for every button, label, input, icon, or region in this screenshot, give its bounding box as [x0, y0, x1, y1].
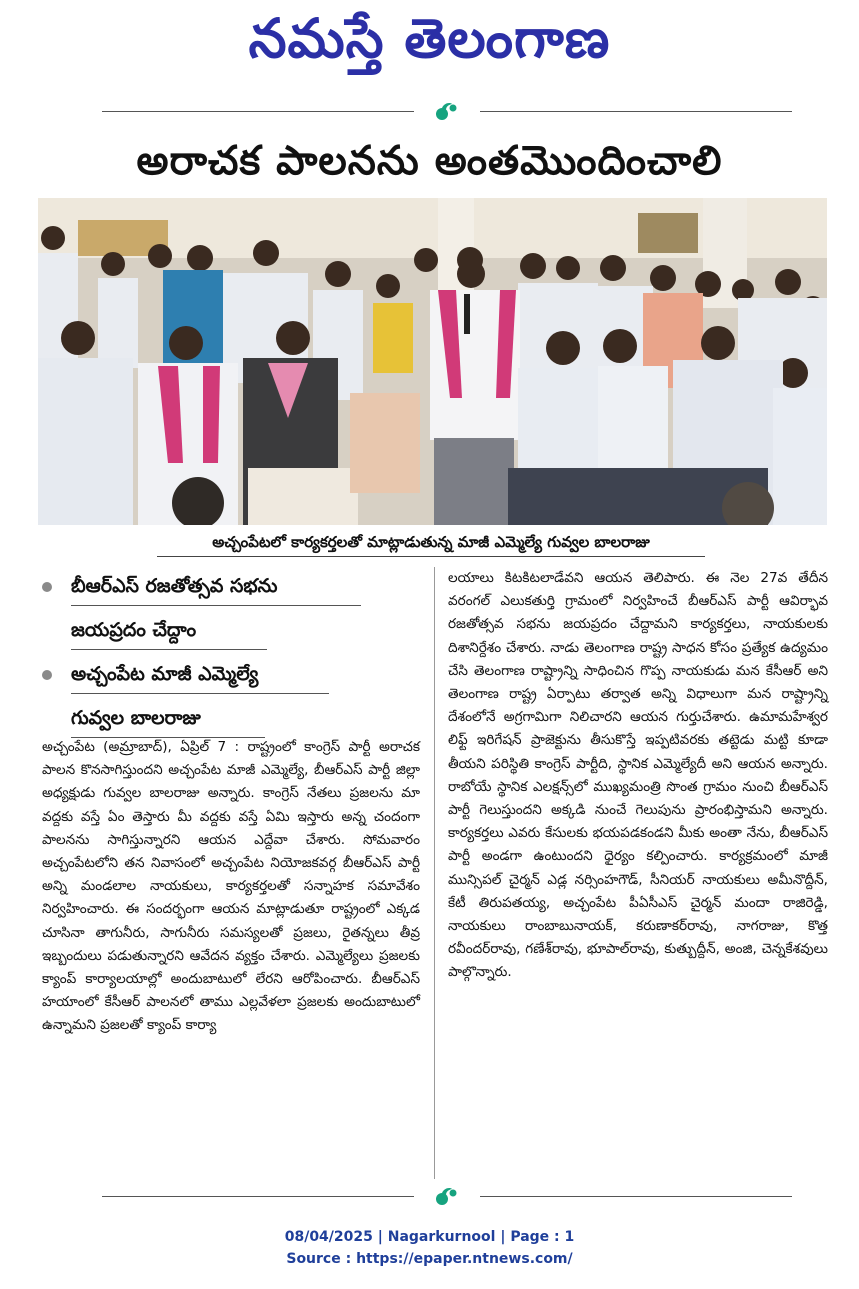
quote-leaf-icon — [434, 1187, 460, 1207]
bullet-underline — [71, 605, 361, 606]
bullet-line: అచ్చంపేట మాజీ ఎమ్మెల్యే — [71, 663, 259, 685]
highlight-bullet — [38, 658, 433, 738]
bottom-ornament-rule — [102, 1187, 792, 1207]
bullet-underline — [71, 649, 267, 650]
photo-caption: అచ్చంపేటలో కార్యకర్తలతో మాట్లాడుతున్న మాజీ ఎమ్మెల్యే గువ్వల బాలరాజు — [157, 528, 705, 557]
footer-source-link[interactable]: Source : https://epaper.ntnews.com/ — [286, 1251, 573, 1267]
article-column-right: లయాలు కిటకిటలాడేవని ఆయన తెలిపారు. ఈ నెల 27వ తేదీన వరంగల్ ఎలుకతుర్తి గ్రామంలో నిర్వహించే బీఆర్‌ఎస్ పార్టీ ఆవిర్భావ రజతోత్సవ సభను జయప్రదం చేద్దామని కార్యకర్తలు, నాయకులకు దిశానిర్దేశం చేశారు. నాడు తెలంగాణ రాష్ట్ర సాధన కోసం ప్రత్యేక ఉద్యమం చేసి తెలంగాణ రాష్ట్రాన్ని సాధించిన గొప్ప నాయకుడు మన కేసీఆర్ అని తెలంగాణ రాష్ట్ర ఏర్పాటు తర్వాత అన్ని విధాలుగా మన రాష్ట్రాన్ని దేశంలోనే అగ్రగామిగా నిలిచారని ఆయన గుర్తుచేశారు. ఉమామహేశ్వర లిఫ్ట్ ఇరిగేషన్ ప్రాజెక్టును తీసుకొస్తే ఇప్పటివరకు తట్టెడు మట్టి కూడా తీయని పరిస్థితి కాంగ్రెస్ పార్టీది, స్థానిక ఎమ్మెల్యేదీ అని ఆయన అన్నారు. రాబోయే స్థానిక ఎలక్షన్స్‌లో ముఖ్యమంత్రి సొంత గ్రామం నుంచి బీఆర్‌ఎస్ పార్టీ గెలుస్తుందని అక్కడి నుంచే గెలుపును ప్రారంభిస్తామని అన్నారు. కార్యకర్తలు ఎవరు కేసులకు భయపడకండని మీకు అంతా నేను, బీఆర్‌ఎస్ పార్టీ అండగా ఉంటుందని ధైర్యం కల్పించారు. కార్యక్రమంలో మాజీ మున్సిపల్ చైర్మన్ ఎడ్ల నర్సింహగౌడ్, సీనియర్ నాయకులు అమీనొద్దీన్, కేటీ తిరుపతయ్య, అచ్చంపేట పీఏసీఎస్ చైర్మన్ మందా రాజిరెడ్డి, నాయకులు రాంబాబునాయక్, కరుణాకర్‌రావు, నాగరాజు, కొత్త రవీందర్‌రావు, గణేశ్‌రావు, భూపాల్‌రావు, కుత్బుద్దీన్, అంజి, చెన్నకేశవులు పాల్గొన్నారు. — [448, 570, 828, 981]
footer-date-edition: 08/04/2025 | Nagarkurnool | Page : 1 — [284, 1229, 575, 1245]
highlight-bullets — [38, 570, 433, 746]
rule-left-line — [102, 111, 414, 112]
article-headline: అరాచక పాలనను అంతమొందించాలి — [136, 138, 723, 184]
news-photo — [38, 198, 827, 525]
bullet-underline — [71, 693, 329, 694]
crowd-photo-illustration — [38, 198, 827, 525]
column-divider — [434, 567, 435, 1179]
rule-right-line — [480, 111, 792, 112]
highlight-bullet — [38, 570, 433, 650]
rule-right-line — [480, 1196, 792, 1197]
bullet-line: జయప్రదం చేద్దాం — [71, 619, 197, 641]
bullet-dot-icon — [42, 582, 52, 592]
newspaper-masthead: నమస్తే తెలంగాణ — [248, 7, 611, 70]
bullet-dot-icon — [42, 670, 52, 680]
top-ornament-rule — [102, 102, 792, 122]
article-column-left: అచ్చంపేట (అమ్రాబాద్), ఏప్రిల్ 7 : రాష్ట్రంలో కాంగ్రెస్ పార్టీ అరాచక పాలన కొనసాగిస్తుందని అచ్చంపేట మాజీ ఎమ్మెల్యే, బీఆర్‌ఎస్ పార్టీ జిల్లా అధ్యక్షుడు గువ్వల బాలరాజు అన్నారు. కాంగ్రెస్ నేతలు ప్రజలను మా వద్దకు వస్తే ఏం తెస్తారు మీ వద్దకు వస్తే ఏమి ఇస్తారు అన్న చందంగా పాలనను సాగిస్తున్నారని ఆయన ఎద్దేవా చేశారు. సోమవారం అచ్చంపేటలోని తన నివాసంలో అచ్చంపేట నియోజకవర్గ బీఆర్‌ఎస్ పార్టీ అన్ని మండలాల నాయకులు, కార్యకర్తలతో సన్నాహక సమావేశం నిర్వహించారు. ఈ సందర్భంగా ఆయన మాట్లాడుతూ రాష్ట్రంలో ఎక్కడ చూసినా తాగునీరు, సాగునీరు సమస్యలతో ప్రజలు, రైతన్నలు తీవ్ర ఇబ్బందులు పడుతున్నారని ఆవేదన వ్యక్తం చేశారు. ఎమ్మెల్యేలు ప్రజలకు క్యాంప్ కార్యాలయాల్లో అందుబాటులో లేరని ఆరోపించారు. బీఆర్‌ఎస్ హయాంలో కేసీఆర్ పాలనలో తాము ఎల్లవేళలా ప్రజలకు అందుబాటులో ఉన్నామని ప్రజలతో క్యాంప్ కార్యా — [42, 739, 420, 1034]
quote-leaf-icon — [434, 102, 460, 122]
page-footer — [0, 1226, 859, 1270]
rule-left-line — [102, 1196, 414, 1197]
bullet-line: గువ్వల బాలరాజు — [71, 707, 201, 729]
bullet-line: బీఆర్‌ఎస్ రజతోత్సవ సభను — [71, 575, 278, 597]
